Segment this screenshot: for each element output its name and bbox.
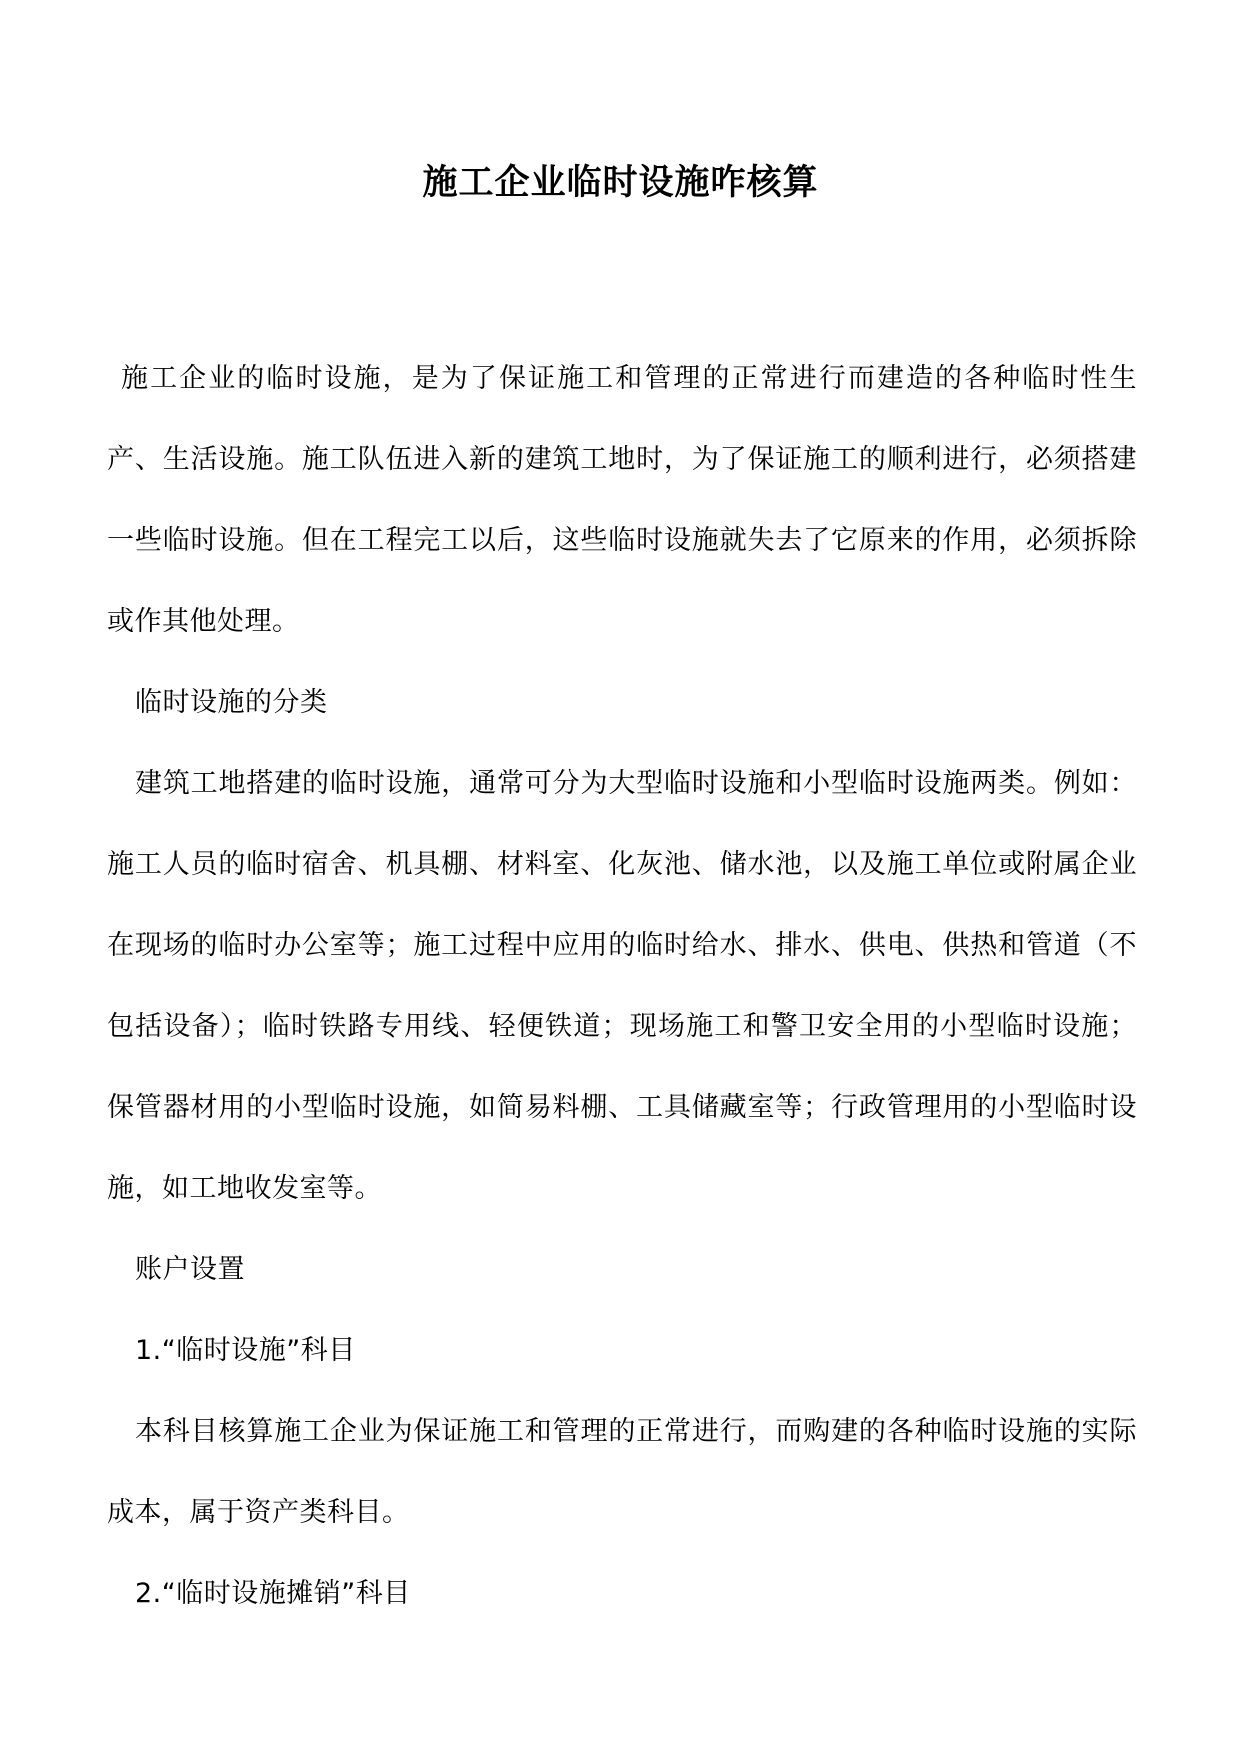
list-item-temporary-facilities: 1.“临时设施”科目 (135, 1335, 356, 1366)
paragraph-intro: 施工企业的临时设施，是为了保证施工和管理的正常进行而建造的各种临时性生产、生活设施。施工队伍进入新的建筑工地时，为了保证施工的顺利进行，必须搭建一些临时设施。但在工程完工以后，这些临时设施就失去了它原来的作用，必须拆除或作其他处理。 (107, 363, 1137, 637)
paragraph-classification: 建筑工地搭建的临时设施，通常可分为大型临时设施和小型临时设施两类。例如：施工人员的临时宿舍、机具棚、材料室、化灰池、储水池，以及施工单位或附属企业在现场的临时办公室等；施工过程中应用的临时给水、排水、供电、供热和管道（不包括设备）；临时铁路专用线、轻便铁道；现场施工和警卫安全用的小型临时设施；保管器材用的小型临时设施，如简易料棚、工具储藏室等；行政管理用的小型临时设施，如工地收发室等。 (107, 768, 1137, 1204)
section-heading-accounts: 账户设置 (135, 1254, 245, 1285)
document-body (107, 338, 1137, 1634)
paragraph-account-description: 本科目核算施工企业为保证施工和管理的正常进行，而购建的各种临时设施的实际成本，属于资产类科目。 (107, 1416, 1137, 1528)
list-item-amortization: 2.“临时设施摊销”科目 (135, 1578, 411, 1609)
section-heading-classification: 临时设施的分类 (135, 687, 328, 718)
document-title: 施工企业临时设施咋核算 (422, 162, 819, 203)
